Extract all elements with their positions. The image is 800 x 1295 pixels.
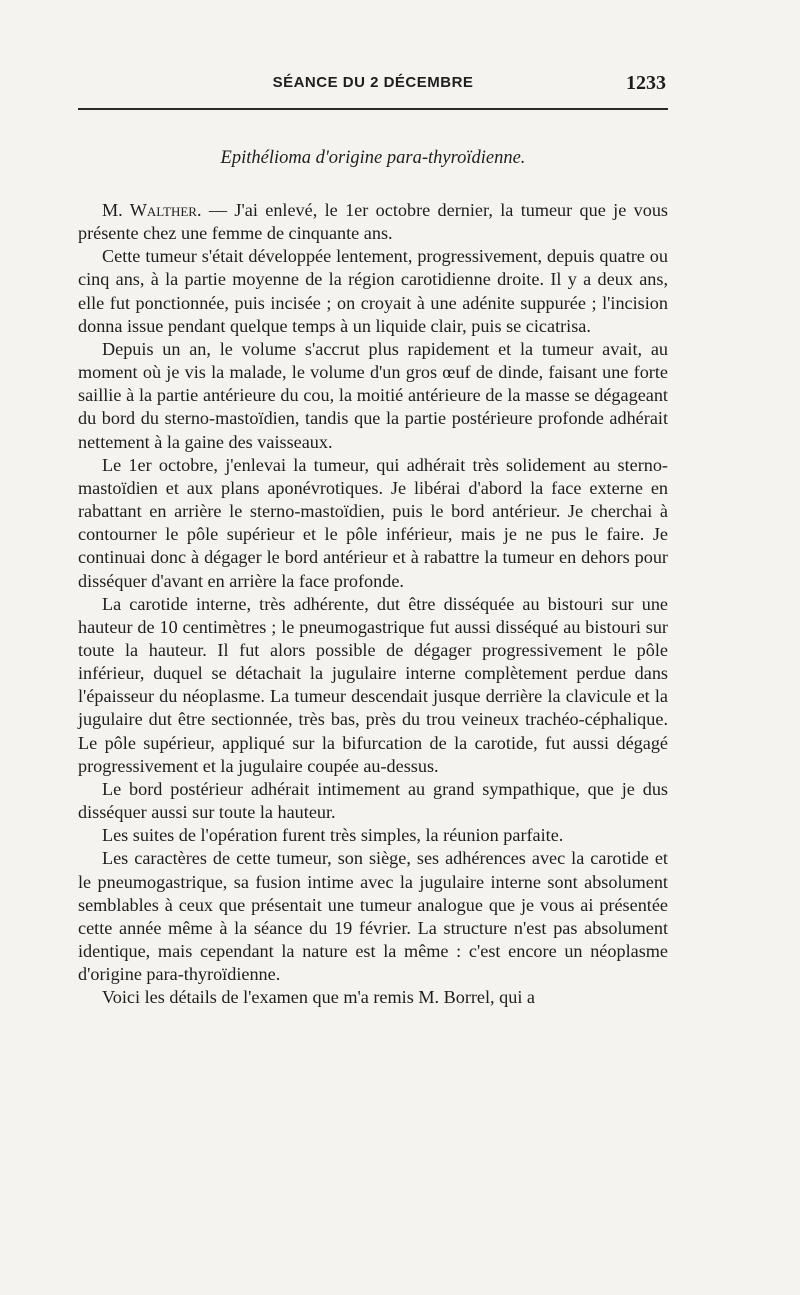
paragraph — [78, 199, 668, 245]
paragraph-text: — J'ai enlevé, le 1er octobre dernier, la tumeur que je vous présente chez une femme de cinquante ans. — [78, 200, 668, 244]
section-title: Epithélioma d'origine para-thyroïdienne. — [220, 148, 526, 168]
running-header — [78, 70, 668, 100]
paragraph: Le 1er octobre, j'enlevai la tumeur, qui adhérait très solidement au sterno-mastoïdien et aux plans aponévrotiques. Je libérai d'abord la face externe en rabattant en arrière le sterno-mastoïdien, puis le bord antérieur. Je cherchai à contourner le pôle supérieur et le pôle inférieur, mais je ne pus le faire. Je continuai donc à dégager le bord antérieur et à rabattre la tumeur en dehors pour disséquer d'avant en arrière la face profonde. — [78, 454, 668, 591]
speaker-name: M. Walther. — [102, 200, 202, 220]
header-rule — [78, 108, 668, 110]
page-number: 1233 — [626, 72, 666, 94]
paragraph: Le bord postérieur adhérait intimement au grand sympathique, que je dus disséquer aussi sur toute la hauteur. — [78, 778, 668, 823]
article-body — [78, 199, 668, 1009]
paragraph: Les caractères de cette tumeur, son siège, ses adhérences avec la carotide et le pneumogastrique, sa fusion intime avec la jugulaire interne sont absolument semblables à ceux que présentait une tumeur analogue que je vous ai présentée cette année même à la séance du 19 février. La structure n'est pas absolument identique, mais cependant la nature est la même : c'est encore un néoplasme d'origine para-thyroïdienne. — [78, 848, 668, 985]
paragraph: Les suites de l'opération furent très simples, la réunion parfaite. — [102, 825, 564, 846]
paragraph: Cette tumeur s'était développée lentement, progressivement, depuis quatre ou cinq ans, à la partie moyenne de la région carotidienne droite. Il y a deux ans, elle fut ponctionnée, puis incisée ; on croyait à une adénite suppurée ; l'incision donna issue pendant quelque temps à un liquide clair, puis se cicatrisa. — [78, 246, 668, 336]
paragraph: Voici les détails de l'examen que m'a remis M. Borrel, qui a — [102, 987, 536, 1008]
paragraph: La carotide interne, très adhérente, dut être disséquée au bistouri sur une hauteur de 10 centimètres ; le pneumogastrique fut aussi disséqué au bistouri sur toute la hauteur. Il fut alors possible de dégager progressivement le pôle inférieur, duquel se détachait la jugulaire interne complètement perdue dans l'épaisseur du néoplasme. La tumeur descendait jusque derrière la clavicule et la jugulaire dut être sectionnée, très bas, près du trou veineux trachéo-céphalique. Le pôle supérieur, appliqué sur la bifurcation de la carotide, fut aussi dégagé progressivement et la jugulaire coupée au-dessus. — [78, 593, 668, 776]
running-header-title: SÉANCE DU 2 DÉCEMBRE — [272, 74, 474, 91]
paragraph: Depuis un an, le volume s'accrut plus rapidement et la tumeur avait, au moment où je vis la malade, le volume d'un gros œuf de dinde, faisant une forte saillie à la partie antérieure du cou, la moitié antérieure de la masse se dégageant du bord du sterno-mastoïdien, tandis que la partie postérieure profonde adhérait nettement à la gaine des vaisseaux. — [78, 338, 668, 452]
